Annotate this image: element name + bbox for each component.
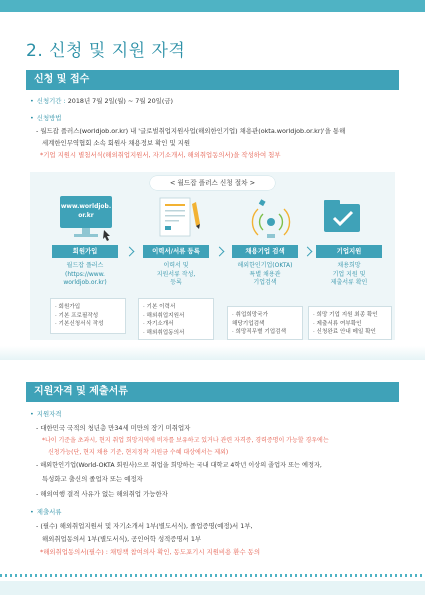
qualification-note-2: 신청가능(단, 현지 채용 기준, 현지정착 지원금 수혜 대상에서는 제외) — [48, 449, 229, 456]
step-desc-line: 기업 지원 및 — [332, 270, 366, 278]
step-desc-4 — [316, 262, 382, 288]
step-item: · 회원가입 — [55, 304, 81, 310]
qualification-label: 지원자격 — [36, 410, 62, 418]
step-head-3: 채용기업 검색 — [232, 245, 298, 258]
top-accent-bar — [0, 0, 425, 12]
step-desc-line: 특별 채용관 — [249, 270, 281, 278]
signal-icon — [238, 194, 304, 242]
step-head-2: 이력서/서류 등록 — [143, 245, 209, 258]
step-desc-line: 이력서 및 — [163, 262, 189, 269]
step-item: · 기본 프로필작성 — [55, 312, 99, 319]
period-label: 신청기간 : — [36, 97, 66, 105]
step-desc-line: (https://www. — [65, 270, 105, 278]
qualification-line-3: 특성화고 출신의 졸업자 또는 예정자 — [42, 475, 143, 483]
documents-row — [30, 508, 61, 518]
section-header-application: 신청 및 접수 — [26, 70, 399, 90]
step-item: · 기본신청서식 작성 — [55, 321, 104, 328]
step-item: · 희망 기업 지원 최종 확인 — [313, 312, 378, 318]
qualification-row — [30, 410, 61, 420]
method-line-1: - 월드잡 플러스(worldjob.or.kr) 내 '글로벌취업지원사업(해외한인기업) 채용관(okta.worldjob.or.kr)'을 통해 — [36, 127, 346, 135]
step-item: · 희망직무별 기업검색 — [232, 329, 286, 336]
step-item: · 기본 이력서 — [143, 304, 176, 310]
step-head-1: 회원가입 — [52, 245, 118, 258]
step-item: · 신청완료 안내 메일 확인 — [313, 329, 376, 336]
step-card-1 — [50, 298, 126, 334]
method-line-2: 세계한인무역협회 소속 회원사 채용정보 확인 및 지원 — [42, 139, 191, 147]
bottom-dashed-rule — [0, 574, 425, 577]
step-desc-line: worldjob.or.kr) — [63, 279, 107, 286]
documents-label: 제출서류 — [36, 508, 62, 516]
step-desc-2 — [143, 262, 209, 288]
svg-text:or.kr: or.kr — [78, 212, 94, 219]
step-item: · 해외취업지원서 — [143, 312, 185, 319]
step-card-2 — [138, 298, 214, 340]
step-item: · 자기소개서 — [143, 321, 174, 328]
documents-line-2: 해외취업동의서 1부(별도서식), 공인어학 성적증명서 1부 — [42, 535, 202, 543]
step-desc-3 — [232, 262, 298, 288]
step-item: · 제출서류 여부확인 — [313, 320, 362, 327]
method-note: *기업 지원시 별첨서식(해외취업지원서, 자기소개서, 해외취업동의서)을 작성하여 첨부 — [40, 151, 281, 159]
step-item: 해당기업검색 — [232, 320, 265, 327]
step-card-4 — [308, 306, 392, 340]
method-row — [30, 114, 61, 124]
step-item: · 해외취업동의서 — [143, 329, 185, 336]
step-item: · 취업희망국가 — [232, 312, 268, 318]
qualification-note-1: *나이 기준을 초과시, 현지 취업 희망지역에 비자를 보유하고 있거나 관련 자격증, 경력증명이 가능할 경우에는 — [42, 437, 329, 444]
step-desc-line: 채용희망 — [337, 262, 361, 269]
qualification-line-1: - 대한민국 국적의 청년층 만34세 미만의 장기 미취업자 — [36, 424, 191, 432]
svg-text:www.worldjob.: www.worldjob. — [60, 203, 112, 210]
qualification-line-2: - 해외한인기업(World-OKTA 회원사)으로 취업을 희망하는 국내 대학교 4학년 이상의 졸업자 또는 예정자, — [36, 462, 322, 469]
step-head-4: 기업지원 — [316, 245, 382, 258]
bullet-icon: • — [30, 97, 34, 105]
step-desc-line: 해외한인기업(OKTA) — [237, 262, 293, 269]
step-card-3 — [227, 306, 303, 340]
method-label: 신청방법 — [36, 114, 62, 122]
section-divider — [0, 346, 425, 360]
documents-note: *해외취업동의서(필수) : 채팅책 참여의사 확인, 동도포기시 지원비용 환수 동의 — [40, 548, 260, 556]
bullet-icon: • — [30, 508, 34, 516]
section-header-qualification: 지원자격 및 제출서류 — [26, 382, 399, 402]
bottom-band — [0, 581, 425, 595]
step-desc-1 — [52, 262, 118, 288]
folder-check-icon — [314, 194, 374, 242]
period-row — [30, 97, 173, 107]
step-desc-line: 등록 — [170, 279, 182, 286]
document-icon — [150, 194, 210, 242]
step-desc-line: 기업검색 — [253, 279, 277, 286]
monitor-icon — [54, 194, 126, 242]
bullet-icon: • — [30, 114, 34, 122]
step-desc-line: 월드잡 플러스 — [66, 262, 104, 269]
page-title: 2. 신청 및 지원 자격 — [26, 41, 186, 61]
process-title: < 월드잡 플러스 신청 절차 > — [150, 176, 275, 190]
qualification-line-4: - 해외여행 결격 사유가 없는 해외취업 가능한자 — [36, 490, 168, 498]
bullet-icon: • — [30, 410, 34, 418]
period-value: 2018년 7월 2일(월) ~ 7월 20일(금) — [67, 97, 174, 105]
step-desc-line: 제출서류 확인 — [330, 279, 368, 286]
documents-line-1: - (필수) 해외취업지원서 및 자기소개서 1부(별도서식), 졸업증명(예정)서 1부, — [36, 522, 253, 530]
step-desc-line: 지원서류 작성, — [156, 270, 196, 278]
